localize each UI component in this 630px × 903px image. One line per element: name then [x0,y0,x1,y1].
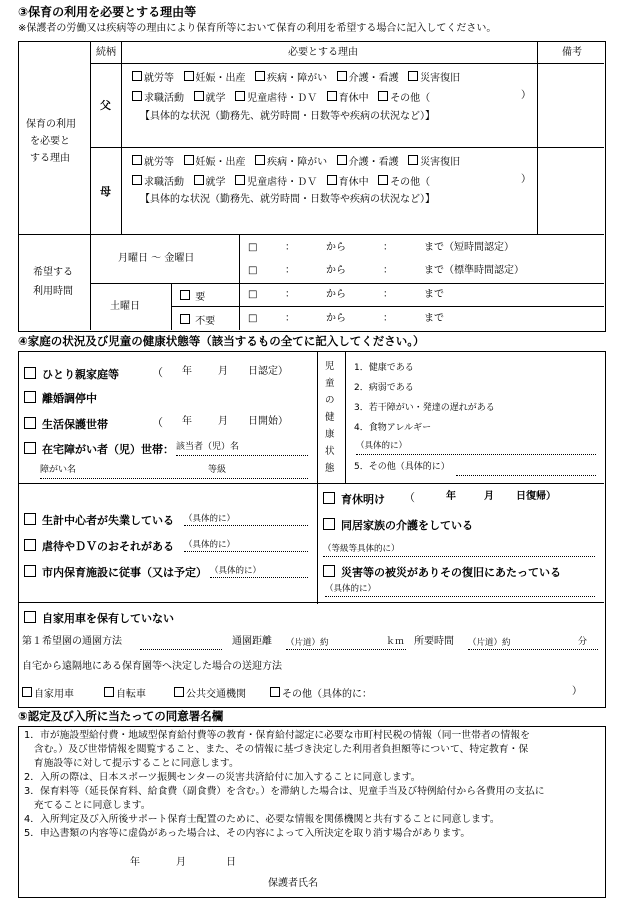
mother-opt-abuse[interactable]: 児童虐待・ＤＶ [235,177,317,188]
welfare-day: 日開始） [248,416,288,427]
weekday-short-until: まで（短時間認定） [424,242,514,253]
mother-detail-label: 【具体的な状況（勤務先、就労時間・日数等や疾病の状況など）】 [140,194,435,205]
sat-noneed-colon1: ： [285,313,295,324]
checkbox-icon[interactable] [327,91,337,101]
weekday-std-until: まで（標準時間認定） [424,265,524,276]
divorce-mediation-option[interactable]: 離婚調停中 [24,391,97,404]
section5-title: ⑤認定及び入所に当たっての同意署名欄 [18,709,224,723]
km-unit: ｋｍ [386,637,405,647]
father-label: 父 [100,99,111,112]
checkbox-icon[interactable] [323,492,335,504]
disaster-detail: （具体的に） [325,584,377,594]
consent-line-2: 含む。）及び世帯情報を閲覧すること、また、その情報に基づき決定した利用者負担額等について、特定教育・保 [24,744,529,755]
checkbox-icon[interactable] [132,175,142,185]
checkbox-icon[interactable] [24,513,36,525]
checkbox-icon[interactable] [323,518,335,530]
mother-opt-disaster[interactable]: 災害復旧 [408,157,460,168]
abuse-detail: （具体的に） [184,540,236,550]
weekday-std-colon2: ： [383,265,393,276]
checkbox-icon[interactable] [132,155,142,165]
section4-title: ④家庭の状況及び児童の健康状態等（該当するもの全てに記入してください。） [18,334,425,348]
father-opt-pregnancy[interactable]: 妊娠・出産 [184,73,246,84]
checkbox-icon[interactable] [323,565,335,577]
saturday-noneed-option[interactable]: 不要 [180,314,215,327]
checkbox-icon[interactable] [174,687,184,697]
consent-line-1: 1．市が施設型給付費・地域型保育給付費等の教育・保育給付認定に必要な市町村民税の情報（同一世帯者の情報を [24,730,530,741]
checkbox-icon[interactable] [24,417,36,429]
checkbox-icon[interactable] [24,565,36,577]
checkbox-icon[interactable] [22,687,32,697]
checkbox-icon[interactable] [24,391,36,403]
earner-unemployed-option[interactable]: 生計中心者が失業している [24,513,174,526]
checkbox-icon[interactable] [255,71,265,81]
section3-title: ③保育の利用を必要とする理由等 [18,5,197,19]
health-label-3: の [325,395,335,406]
checkbox-icon[interactable] [24,539,36,551]
consent-line-5: 3．保育料等（延長保育料、給食費（副食費）を含む。）を滞納した場合は、児童手当及び特例給付から各費用の支払に [24,786,545,797]
mother-opt-other[interactable]: その他（ [378,177,430,188]
single-parent-year: 年 [182,366,192,377]
checkbox-icon[interactable] [337,155,347,165]
checkbox-icon[interactable] [235,175,245,185]
city-facility-option[interactable]: 市内保育施設に従事（又は予定） [24,565,207,578]
guardian-name-label: 保護者氏名 [268,878,318,889]
weekday-std-start[interactable]: □ [248,265,258,276]
checkbox-icon[interactable] [180,290,190,300]
childcare-end-day: 日復帰） [516,491,556,502]
weekday-short-start[interactable]: □ [248,242,258,253]
checkbox-icon[interactable] [132,91,142,101]
father-opt-abuse[interactable]: 児童虐待・ＤＶ [235,93,317,104]
distant-transport-label: 自宅から遠隔地にある保育園等へ決定した場合の送迎方法 [22,661,282,672]
commute-distance-label: 通園距離 [232,636,272,647]
sat-need-until: まで [424,289,444,300]
checkbox-icon[interactable] [24,442,36,454]
row-label-line3: する理由 [30,153,70,164]
commute-distance-oneway: （片道）約 [286,638,329,648]
row-label-line2: を必要と [30,136,70,147]
welfare-option[interactable]: 生活保護世帯 [24,417,108,430]
health-item-3[interactable]: 3．若干障がい・発達の遅れがある [354,403,495,413]
checkbox-icon[interactable] [378,91,388,101]
checkbox-icon[interactable] [378,175,388,185]
sat-need-colon2: ： [383,289,393,300]
disaster-option[interactable]: 災害等の被災がありその復旧にあたっている [323,565,561,578]
health-label-2: 童 [325,378,335,389]
hours-label-line2: 利用時間 [33,286,73,297]
abuse-option[interactable]: 虐待やＤＶのおそれがある [24,539,174,552]
sat-need-colon1: ： [285,289,295,300]
weekday-std-from: から [326,265,346,276]
single-parent-paren: （ [152,366,163,379]
health-label-5: 康 [325,429,335,440]
checkbox-icon[interactable] [194,91,204,101]
header-relation: 続柄 [96,47,116,58]
father-opt-childcare-leave[interactable]: 育休中 [327,93,369,104]
health-item-4[interactable]: 4．食物アレルギー [354,423,432,433]
sign-day: 日 [226,857,236,868]
header-remarks: 備考 [562,47,582,58]
father-opt-care[interactable]: 介護・看護 [337,73,399,84]
consent-line-8: 5．申込書類の内容等に虚偽があった場合は、その内容によって入所決定を取り消す場合があります。 [24,828,471,839]
checkbox-icon[interactable] [194,175,204,185]
sat-noneed-colon2: ： [383,313,393,324]
checkbox-icon[interactable] [184,71,194,81]
transport-car-option[interactable]: 自家用車 [22,687,74,700]
mother-opt-care[interactable]: 介護・看護 [337,157,399,168]
mother-opt-childcare-leave[interactable]: 育休中 [327,177,369,188]
saturday-need-option[interactable]: 要 [180,290,205,303]
transport-other-option[interactable]: その他（具体的に： [270,687,372,700]
commute-method-label: 第１希望園の通園方法 [22,636,122,647]
disability-name-label: 障がい名 [40,465,77,475]
disabled-person-name-label: 該当者（児）名 [176,442,240,452]
welfare-paren: （ [152,416,163,429]
father-other-close: ） [521,90,531,101]
sign-month: 月 [176,857,186,868]
consent-line-6: 充てることに同意します。 [24,800,151,811]
mother-opt-pregnancy[interactable]: 妊娠・出産 [184,157,246,168]
minutes-unit: 分 [578,637,588,647]
father-opt-other[interactable]: その他（ [378,93,430,104]
consent-line-3: 育施設等に対して提示することに同意します。 [24,758,239,769]
mother-opt-study[interactable]: 就学 [194,177,226,188]
childcare-end-year: 年 [446,491,456,502]
weekday-std-colon1: ： [285,265,295,276]
sign-year: 年 [130,857,140,868]
checkbox-icon[interactable] [408,155,418,165]
travel-time-label: 所要時間 [414,636,454,647]
childcare-end-paren: （ [404,491,415,504]
checkbox-icon[interactable] [270,687,280,697]
sat-need-start[interactable]: □ [248,289,258,300]
sat-need-from: から [326,289,346,300]
travel-time-oneway: （片道）約 [468,638,511,648]
no-car-option[interactable]: 自家用車を保有していない [24,611,174,624]
childcare-end-month: 月 [484,491,494,502]
health-label-6: 状 [325,446,335,457]
disabled-household-option[interactable]: 在宅障がい者（児）世帯： [24,442,174,455]
sat-noneed-until: まで [424,313,444,324]
transport-public-option[interactable]: 公共交通機関 [174,687,246,700]
health-label-1: 児 [325,361,335,372]
weekday-short-from: から [326,242,346,253]
hours-label-line1: 希望する [33,267,73,278]
checkbox-icon[interactable] [132,71,142,81]
checkbox-icon[interactable] [255,155,265,165]
header-reason: 必要とする理由 [288,47,358,58]
saturday-label: 土曜日 [110,301,140,312]
weekday-short-colon2: ： [383,242,393,253]
father-opt-study[interactable]: 就学 [194,93,226,104]
checkbox-icon[interactable] [184,155,194,165]
mother-label: 母 [100,185,111,198]
checkbox-icon[interactable] [235,91,245,101]
mother-other-close: ） [521,174,531,185]
welfare-month: 月 [218,416,228,427]
row-label-line1: 保育の利用 [26,119,76,130]
health-label-7: 態 [325,463,335,474]
single-parent-option[interactable]: ひとり親家庭等 [24,367,119,380]
checkbox-icon[interactable] [24,367,36,379]
transport-other-close: ） [572,686,582,697]
father-opt-work[interactable]: 就労等 [132,73,174,84]
city-facility-detail: （具体的に） [210,566,262,576]
health-item-5[interactable]: 5．その他（具体的に） [354,462,450,472]
father-opt-illness[interactable]: 疾病・障がい [255,73,327,84]
health-item-2[interactable]: 2．病弱である [354,383,414,393]
family-care-detail: （等級等具体的に） [323,544,400,554]
childcare-leave-end-option[interactable]: 育休明け [323,492,385,505]
checkbox-icon[interactable] [327,175,337,185]
health-label-4: 健 [325,412,335,423]
father-opt-jobsearch[interactable]: 求職活動 [132,93,184,104]
health-item-1[interactable]: 1．健康である [354,363,414,373]
checkbox-icon[interactable] [104,687,114,697]
weekday-short-colon1: ： [285,242,295,253]
single-parent-month: 月 [218,366,228,377]
sat-noneed-start[interactable]: □ [248,313,258,324]
section4-table [18,351,606,708]
checkbox-icon[interactable] [180,314,190,324]
welfare-year: 年 [182,416,192,427]
weekday-label: 月曜日 ～ 金曜日 [118,253,195,264]
mother-opt-work[interactable]: 就労等 [132,157,174,168]
mother-opt-illness[interactable]: 疾病・障がい [255,157,327,168]
checkbox-icon[interactable] [408,71,418,81]
grade-label: 等級 [208,465,227,475]
transport-bicycle-option[interactable]: 自転車 [104,687,146,700]
health-item-4-detail: （具体的に） [356,441,408,451]
earner-unemployed-detail: （具体的に） [184,514,236,524]
family-care-option[interactable]: 同居家族の介護をしている [323,518,473,531]
checkbox-icon[interactable] [337,71,347,81]
consent-line-4: 2．入所の際は、日本スポーツ振興センターの災害共済給付に加入することに同意します。 [24,772,421,783]
single-parent-day: 日認定） [248,366,288,377]
father-detail-label: 【具体的な状況（勤務先、就労時間・日数等や疾病の状況など）】 [140,111,435,122]
checkbox-icon[interactable] [24,611,36,623]
sat-noneed-from: から [326,313,346,324]
section3-note: ※保護者の労働又は疾病等の理由により保育所等において保育の利用を希望する場合に記入してください。 [18,23,497,34]
father-opt-disaster[interactable]: 災害復旧 [408,73,460,84]
mother-opt-jobsearch[interactable]: 求職活動 [132,177,184,188]
consent-line-7: 4．入所判定及び入所後サポート保育士配置のために、必要な情報を関係機関と共有することに同意します。 [24,814,500,825]
